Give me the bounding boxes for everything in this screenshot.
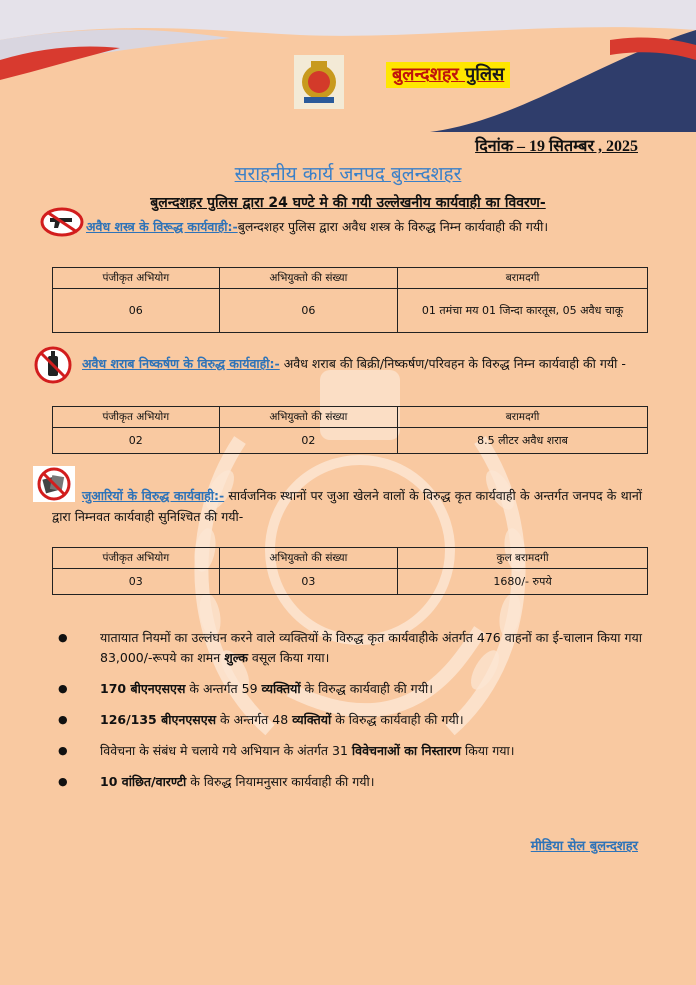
list-item-text: के विरुद्ध कार्यवाही की गयी।: [331, 712, 464, 727]
table-gambling: [52, 547, 648, 595]
table-header: पंजीकृत अभियोग: [53, 548, 220, 569]
table-header: अभियुक्तो की संख्या: [219, 268, 398, 289]
list-item-bold: व्यक्तियों: [292, 712, 332, 727]
section-gambling-text: [52, 485, 642, 527]
section-liquor-heading: अवैध शराब निष्कर्षण के विरुद्ध कार्यवाही:-: [82, 356, 280, 371]
list-item-bold: 170 बीएनएसएस: [100, 681, 186, 696]
table-header: पंजीकृत अभियोग: [53, 268, 220, 289]
section-arms-desc: बुलन्दशहर पुलिस द्वारा अवैध शस्त्र के विरुद्ध निम्न कार्यवाही की गयी।: [237, 219, 549, 234]
table-cell: 03: [219, 569, 398, 595]
table-cell: 06: [53, 289, 220, 333]
table-arms: [52, 267, 648, 333]
list-item-bold: 10 वांछित/वारण्टी: [100, 774, 187, 789]
section-arms-text: [52, 216, 642, 237]
section-gambling-heading: जुआरियों के विरुद्ध कार्यवाही:-: [82, 488, 225, 503]
header-wave-decoration: [0, 0, 696, 135]
list-item-text: विवेचना के संबंध मे चलाये गये अभियान के अंतर्गत 31: [100, 743, 352, 758]
table-cell: 02: [219, 428, 398, 454]
list-item: [52, 772, 642, 792]
table-header: बरामदगी: [398, 268, 648, 289]
list-item-text: किया गया।: [461, 743, 515, 758]
section-arms-heading: अवैध शस्त्र के विरूद्ध कार्यवाही:-: [86, 219, 238, 234]
up-police-logo: [294, 55, 344, 109]
section-gambling-desc: सार्वजनिक स्थानों पर जुआ खेलने वालों के विरुद्ध कृत कार्यवाही के अन्तर्गत जनपद के थानों द्वारा निम्नवत कार्यवाही सुनिश्चित की गयी-: [52, 488, 642, 524]
footer-signature: मीडिया सेल बुलन्दशहर: [530, 839, 638, 854]
brand-title-red: बुलन्दशहर: [392, 64, 459, 85]
page-subtitle: बुलन्दशहर पुलिस द्वारा 24 घण्टे मे की गयी उल्लेखनीय कार्यवाही का विवरण-: [150, 195, 546, 211]
list-item-text: के विरुद्ध कार्यवाही की गयी।: [300, 681, 433, 696]
list-item-bold: शुल्क: [224, 650, 248, 665]
section-liquor-desc: अवैध शराब की बिक्री/निष्कर्षण/परिवहन के विरुद्ध निम्न कार्यवाही की गयी -: [283, 356, 626, 371]
table-header: पंजीकृत अभियोग: [53, 407, 220, 428]
brand-title: [386, 62, 510, 88]
table-liquor: [52, 406, 648, 454]
table-header: कुल बरामदगी: [398, 548, 648, 569]
date-line: दिनांक – 19 सितम्बर , 2025: [475, 138, 638, 155]
list-item-text: के अन्तर्गत 59: [185, 681, 262, 696]
list-item: [52, 710, 642, 730]
table-header: अभियुक्तो की संख्या: [219, 407, 398, 428]
list-item-text: के विरुद्ध नियामनुसार कार्यवाही की गयी।: [186, 774, 375, 789]
list-item-text: वसूल किया गया।: [247, 650, 330, 665]
table-cell: 1680/- रुपये: [398, 569, 648, 595]
table-header: अभियुक्तो की संख्या: [219, 548, 398, 569]
table-cell: 8.5 लीटर अवैध शराब: [398, 428, 648, 454]
summary-list: [52, 628, 642, 803]
table-header: बरामदगी: [398, 407, 648, 428]
table-cell: 02: [53, 428, 220, 454]
list-item-bold: व्यक्तियों: [261, 681, 301, 696]
table-cell: 03: [53, 569, 220, 595]
list-item-text: के अन्तर्गत 48: [216, 712, 293, 727]
page-title-text: सराहनीय कार्य जनपद बुलन्दशहर: [234, 163, 462, 185]
brand-title-black: पुलिस: [465, 64, 505, 85]
list-item-bold: 126/135 बीएनएसएस: [100, 712, 217, 727]
list-item-text: यातायात नियमों का उल्लंघन करने वाले व्यक्तियों के विरुद्ध कृत कार्यवाहीके अंतर्गत 476 वाहनों का ई-चालान किया गया 83,000/-रूपये का शमन: [100, 630, 642, 665]
list-item: [52, 741, 642, 761]
list-item: [52, 679, 642, 699]
section-liquor-text: [52, 353, 642, 374]
list-item: [52, 628, 642, 668]
table-cell: 01 तमंचा मय 01 जिन्दा कारतूस, 05 अवैध चाकू: [398, 289, 648, 333]
table-cell: 06: [219, 289, 398, 333]
page-title: [0, 160, 696, 186]
list-item-bold: विवेचनाओं का निस्तारण: [351, 743, 461, 758]
